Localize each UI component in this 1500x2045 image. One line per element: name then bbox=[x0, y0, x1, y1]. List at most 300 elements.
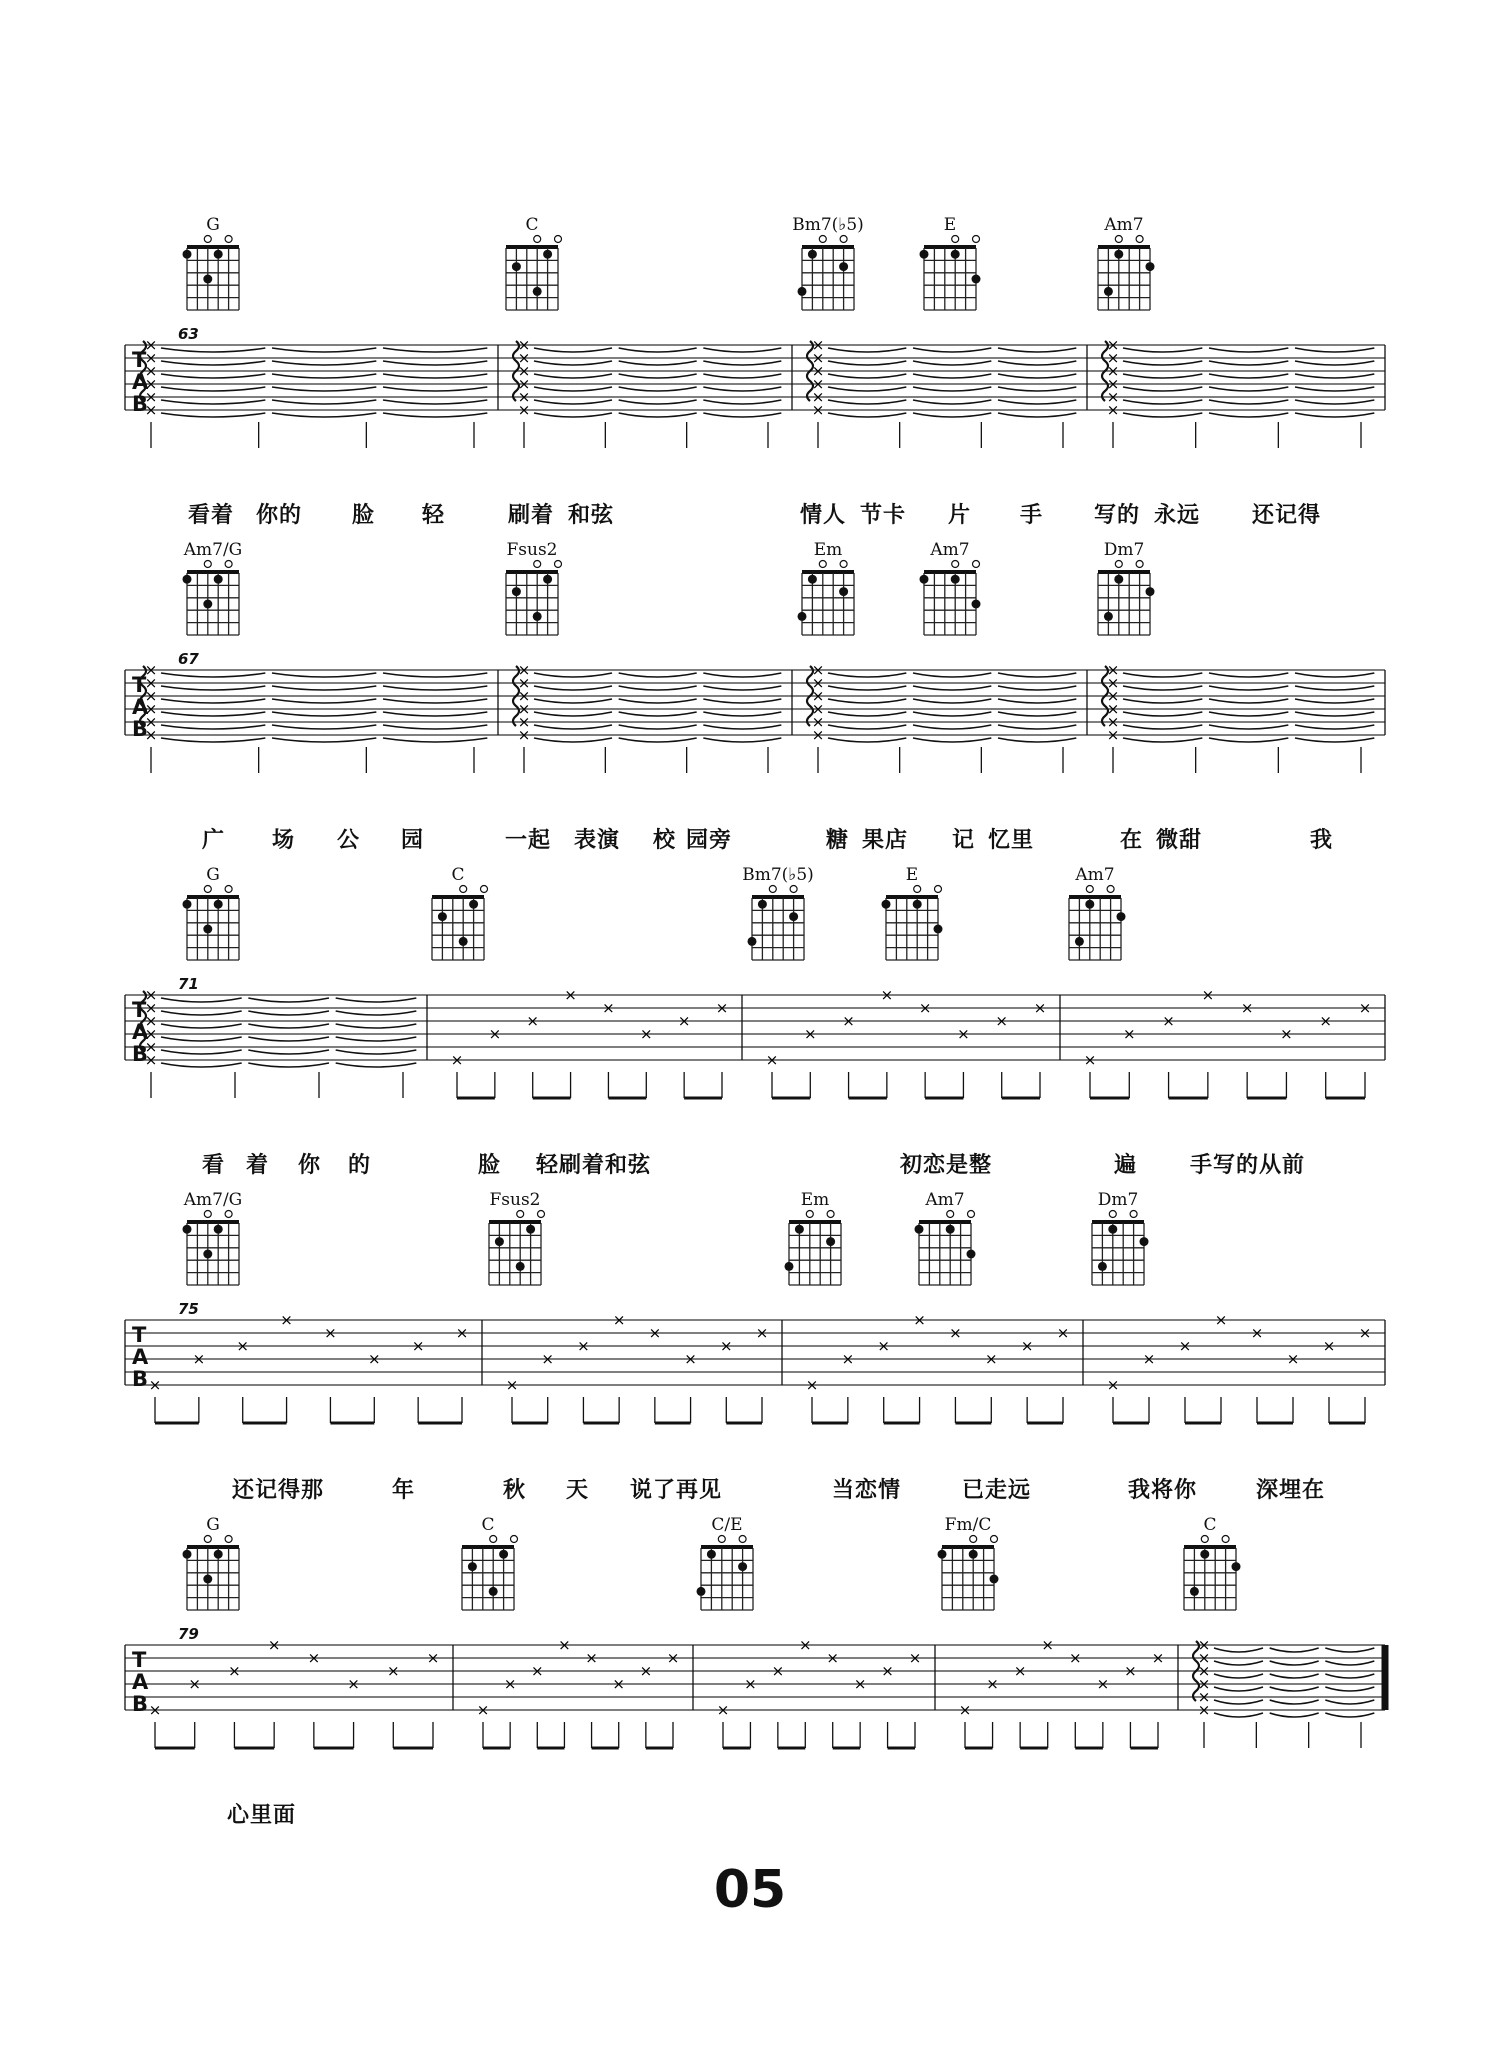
lyric-syllable: 记 bbox=[952, 828, 976, 853]
dead-note-x: × bbox=[1041, 1636, 1055, 1654]
finger-dot bbox=[1146, 587, 1155, 596]
dead-note-x: × bbox=[144, 687, 158, 705]
chord-name: Em bbox=[813, 540, 843, 560]
lyric-syllable: 一起 bbox=[505, 828, 552, 853]
open-string-mark bbox=[225, 886, 232, 893]
finger-dot bbox=[203, 1250, 212, 1259]
lyric-syllable: 看 bbox=[202, 1153, 226, 1178]
tie bbox=[703, 361, 781, 365]
finger-dot bbox=[938, 1550, 947, 1559]
tie bbox=[1209, 699, 1288, 703]
chord-name: Fm/C bbox=[944, 1515, 992, 1535]
tie bbox=[619, 699, 697, 703]
chord-diagram-grid bbox=[183, 1536, 240, 1611]
open-string-mark bbox=[1086, 886, 1093, 893]
tie bbox=[998, 673, 1076, 677]
finger-dot bbox=[969, 1550, 978, 1559]
finger-dot bbox=[1232, 1562, 1241, 1571]
dead-note-x: × bbox=[877, 1337, 891, 1355]
tie bbox=[703, 699, 781, 703]
dead-note-x: × bbox=[144, 375, 158, 393]
dead-note-x: × bbox=[386, 1662, 400, 1680]
finger-dot bbox=[533, 287, 542, 296]
dead-note-x: × bbox=[455, 1324, 469, 1342]
dead-note-x: × bbox=[1214, 1311, 1228, 1329]
tie bbox=[1123, 738, 1202, 742]
lyric-syllable: 年 bbox=[392, 1478, 416, 1503]
tie bbox=[1325, 1700, 1374, 1704]
chord-diagram-grid bbox=[506, 561, 562, 636]
tie bbox=[161, 712, 265, 716]
lyric-syllable: 遍 bbox=[1114, 1153, 1138, 1178]
tie bbox=[703, 686, 781, 690]
dead-note-x: × bbox=[517, 401, 531, 419]
tie bbox=[248, 1037, 329, 1041]
tie bbox=[1295, 348, 1374, 352]
finger-dot bbox=[526, 1225, 535, 1234]
chord-row bbox=[183, 1211, 1149, 1286]
dead-note-x: × bbox=[677, 1012, 691, 1030]
finger-dot bbox=[183, 1225, 192, 1234]
tab-clef-letter: A bbox=[132, 1020, 149, 1044]
open-string-mark bbox=[991, 1536, 998, 1543]
finger-dot bbox=[795, 1225, 804, 1234]
finger-dot bbox=[203, 275, 212, 284]
dead-note-x: × bbox=[1197, 1662, 1211, 1680]
lyric-syllable: 已走远 bbox=[962, 1478, 1032, 1503]
dead-note-x: × bbox=[1201, 986, 1215, 1004]
dead-note-x: × bbox=[144, 401, 158, 419]
open-string-mark bbox=[1136, 561, 1143, 568]
dead-note-x: × bbox=[541, 1350, 555, 1368]
lyric-syllable: 校 bbox=[653, 828, 677, 853]
dead-note-x: × bbox=[1280, 1025, 1293, 1043]
lyric-syllable: 秋 bbox=[503, 1478, 527, 1503]
dead-note-x: × bbox=[585, 1649, 598, 1667]
tie bbox=[1123, 699, 1202, 703]
finger-dot bbox=[934, 925, 943, 934]
finger-dot bbox=[438, 912, 447, 921]
tie bbox=[998, 387, 1076, 391]
tie bbox=[913, 699, 991, 703]
tie bbox=[1295, 738, 1374, 742]
open-string-mark bbox=[947, 1211, 954, 1218]
tie bbox=[619, 712, 697, 716]
measure-number: 67 bbox=[178, 650, 199, 668]
dead-note-x: × bbox=[639, 1025, 653, 1043]
open-string-mark bbox=[840, 561, 847, 568]
dead-note-x: × bbox=[1106, 687, 1120, 705]
dead-note-x: × bbox=[1106, 349, 1120, 367]
finger-dot bbox=[1146, 262, 1155, 271]
tie bbox=[1209, 686, 1288, 690]
chord-name: Dm7 bbox=[1103, 540, 1145, 560]
tie bbox=[619, 413, 697, 417]
lyric-syllable: 的 bbox=[348, 1153, 372, 1178]
page-number: 05 bbox=[713, 1860, 787, 1920]
open-string-mark bbox=[840, 236, 847, 243]
dead-note-x: × bbox=[144, 726, 158, 744]
tie bbox=[383, 374, 487, 378]
dead-note-x: × bbox=[1106, 388, 1120, 406]
finger-dot bbox=[203, 925, 212, 934]
tab-clef-letter: A bbox=[132, 1670, 149, 1694]
chord-name: G bbox=[206, 215, 220, 235]
dead-note-x: × bbox=[986, 1675, 999, 1693]
tie bbox=[383, 725, 487, 729]
dead-note-x: × bbox=[517, 713, 531, 731]
chord-diagram-grid bbox=[915, 1211, 976, 1286]
dead-note-x: × bbox=[881, 1662, 894, 1680]
tie bbox=[1123, 361, 1202, 365]
dead-note-x: × bbox=[811, 700, 825, 718]
chord-diagram-grid bbox=[1184, 1536, 1241, 1611]
tie bbox=[161, 1063, 242, 1067]
tie bbox=[272, 413, 376, 417]
lyric-syllable: 园旁 bbox=[686, 828, 733, 853]
tie bbox=[619, 725, 697, 729]
chord-name: Am7 bbox=[930, 540, 970, 560]
tie bbox=[1214, 1700, 1263, 1704]
tie bbox=[703, 400, 781, 404]
open-string-mark bbox=[204, 1211, 211, 1218]
finger-dot bbox=[808, 575, 817, 584]
tab-clef-letter: T bbox=[132, 1648, 147, 1672]
finger-dot bbox=[1104, 287, 1113, 296]
chord-diagram-grid bbox=[1098, 561, 1155, 636]
tie bbox=[1209, 712, 1288, 716]
tie bbox=[161, 413, 265, 417]
finger-dot bbox=[951, 250, 960, 259]
tie bbox=[1123, 348, 1202, 352]
tie bbox=[161, 1011, 242, 1015]
tab-clef-letter: A bbox=[132, 370, 149, 394]
tie bbox=[828, 673, 906, 677]
finger-dot bbox=[214, 1550, 223, 1559]
tie bbox=[272, 374, 376, 378]
chord-diagram-grid bbox=[1092, 1211, 1149, 1286]
tie bbox=[828, 374, 906, 378]
tab-staff bbox=[125, 661, 1385, 773]
tab-clef-letter: T bbox=[132, 1323, 147, 1347]
finger-dot bbox=[183, 1550, 192, 1559]
finger-dot bbox=[516, 1262, 525, 1271]
chord-diagram-grid bbox=[1098, 236, 1155, 311]
dead-note-x: × bbox=[503, 1675, 517, 1693]
dead-note-x: × bbox=[716, 1701, 730, 1719]
tie bbox=[383, 712, 487, 716]
tab-staff bbox=[125, 986, 1385, 1098]
dead-note-x: × bbox=[1178, 1337, 1192, 1355]
tie bbox=[248, 1011, 329, 1015]
open-string-mark bbox=[225, 561, 232, 568]
finger-dot bbox=[920, 250, 929, 259]
tie bbox=[383, 361, 487, 365]
tie bbox=[913, 738, 991, 742]
finger-dot bbox=[1114, 250, 1123, 259]
open-string-mark bbox=[1136, 236, 1143, 243]
dead-note-x: × bbox=[267, 1636, 281, 1654]
tie bbox=[1123, 400, 1202, 404]
measure-number: 63 bbox=[178, 325, 199, 343]
dead-note-x: × bbox=[719, 1337, 733, 1355]
tie bbox=[1209, 738, 1288, 742]
finger-dot bbox=[920, 575, 929, 584]
tie bbox=[161, 374, 265, 378]
finger-dot bbox=[183, 250, 192, 259]
open-string-mark bbox=[225, 1211, 232, 1218]
tie bbox=[998, 686, 1076, 690]
lyric-syllable: 场 bbox=[272, 828, 296, 853]
tie bbox=[1295, 400, 1374, 404]
tie bbox=[619, 361, 697, 365]
tie bbox=[1325, 1713, 1374, 1717]
tie bbox=[619, 686, 697, 690]
tie bbox=[1270, 1648, 1319, 1652]
dead-note-x: × bbox=[280, 1311, 293, 1329]
dead-note-x: × bbox=[684, 1350, 697, 1368]
tie bbox=[1209, 374, 1288, 378]
tie bbox=[248, 1050, 329, 1054]
tie bbox=[272, 712, 376, 716]
lyric-syllable: 脸 bbox=[478, 1153, 502, 1178]
open-string-mark bbox=[534, 236, 541, 243]
dead-note-x: × bbox=[488, 1025, 502, 1043]
tie bbox=[913, 725, 991, 729]
open-string-mark bbox=[1201, 1536, 1208, 1543]
chord-diagram-grid bbox=[748, 886, 805, 961]
tie bbox=[998, 348, 1076, 352]
lyric-syllable: 你 bbox=[298, 1153, 322, 1178]
chord-name: Am7 bbox=[1104, 215, 1144, 235]
dead-note-x: × bbox=[811, 375, 825, 393]
finger-dot bbox=[1108, 1225, 1117, 1234]
tie bbox=[998, 361, 1076, 365]
tie bbox=[534, 361, 612, 365]
open-string-mark bbox=[204, 886, 211, 893]
dead-note-x: × bbox=[715, 999, 729, 1017]
lyric-syllable: 看着 bbox=[188, 503, 235, 528]
dead-note-x: × bbox=[826, 1649, 840, 1667]
lyric-syllable: 糖 bbox=[826, 828, 850, 853]
dead-note-x: × bbox=[853, 1675, 867, 1693]
dead-note-x: × bbox=[1322, 1337, 1336, 1355]
open-string-mark bbox=[968, 1211, 975, 1218]
finger-dot bbox=[512, 262, 521, 271]
tie bbox=[828, 400, 906, 404]
dead-note-x: × bbox=[811, 388, 825, 406]
dead-note-x: × bbox=[612, 1311, 626, 1329]
dead-note-x: × bbox=[639, 1662, 653, 1680]
dead-note-x: × bbox=[144, 349, 158, 367]
dead-note-x: × bbox=[908, 1649, 922, 1667]
tie bbox=[1295, 673, 1374, 677]
open-string-mark bbox=[973, 561, 980, 568]
tie bbox=[161, 400, 265, 404]
finger-dot bbox=[913, 900, 922, 909]
open-string-mark bbox=[914, 886, 921, 893]
dead-note-x: × bbox=[517, 336, 531, 354]
open-string-mark bbox=[819, 561, 826, 568]
tie bbox=[1214, 1661, 1263, 1665]
open-string-mark bbox=[1115, 236, 1122, 243]
finger-dot bbox=[785, 1262, 794, 1271]
tie bbox=[1123, 686, 1202, 690]
tie bbox=[534, 673, 612, 677]
chord-row bbox=[183, 886, 1126, 961]
dead-note-x: × bbox=[517, 674, 531, 692]
tab-staff bbox=[125, 1311, 1385, 1423]
dead-note-x: × bbox=[144, 1025, 158, 1043]
open-string-mark bbox=[481, 886, 488, 893]
tie bbox=[828, 712, 906, 716]
dead-note-x: × bbox=[1358, 1324, 1372, 1342]
tie bbox=[703, 348, 781, 352]
chord-name: Fsus2 bbox=[506, 540, 558, 560]
tie bbox=[1123, 673, 1202, 677]
finger-dot bbox=[1140, 1237, 1149, 1246]
dead-note-x: × bbox=[811, 726, 825, 744]
dead-note-x: × bbox=[144, 1051, 158, 1069]
measure-number: 71 bbox=[178, 975, 199, 993]
finger-dot bbox=[748, 937, 757, 946]
chord-name: C bbox=[481, 1515, 495, 1535]
dead-note-x: × bbox=[144, 336, 158, 354]
lyric-syllable: 轻 bbox=[422, 503, 446, 528]
dead-note-x: × bbox=[1122, 1025, 1136, 1043]
open-string-mark bbox=[819, 236, 826, 243]
dead-note-x: × bbox=[1197, 1675, 1211, 1693]
tie bbox=[1270, 1713, 1319, 1717]
tie bbox=[828, 387, 906, 391]
lyric-syllable: 表演 bbox=[574, 828, 621, 853]
tie bbox=[336, 1037, 417, 1041]
finger-dot bbox=[1098, 1262, 1107, 1271]
finger-dot bbox=[214, 575, 223, 584]
tie bbox=[1270, 1700, 1319, 1704]
chord-diagram-grid bbox=[489, 1211, 545, 1286]
dead-note-x: × bbox=[144, 661, 158, 679]
dead-note-x: × bbox=[841, 1350, 855, 1368]
chord-diagram-grid bbox=[183, 561, 240, 636]
tie bbox=[534, 686, 612, 690]
open-string-mark bbox=[973, 236, 980, 243]
open-string-mark bbox=[935, 886, 942, 893]
dead-note-x: × bbox=[842, 1012, 855, 1030]
dead-note-x: × bbox=[880, 986, 894, 1004]
finger-dot bbox=[1114, 575, 1123, 584]
chord-diagram-grid bbox=[920, 236, 981, 311]
tie bbox=[913, 361, 991, 365]
finger-dot bbox=[951, 575, 960, 584]
finger-dot bbox=[543, 250, 552, 259]
dead-note-x: × bbox=[517, 375, 531, 393]
tie bbox=[703, 673, 781, 677]
tie bbox=[619, 738, 697, 742]
tie bbox=[272, 699, 376, 703]
tie bbox=[1295, 699, 1374, 703]
dead-note-x: × bbox=[517, 687, 531, 705]
tie bbox=[1123, 712, 1202, 716]
open-string-mark bbox=[538, 1211, 545, 1218]
measure-number: 79 bbox=[178, 1625, 199, 1643]
tie bbox=[1295, 712, 1374, 716]
tab-clef-letter: B bbox=[132, 392, 149, 416]
lyric-syllable: 你的 bbox=[256, 503, 303, 528]
tie bbox=[703, 725, 781, 729]
chord-diagram-grid bbox=[920, 561, 981, 636]
tie bbox=[1295, 387, 1374, 391]
open-string-mark bbox=[952, 236, 959, 243]
dead-note-x: × bbox=[1106, 375, 1120, 393]
lyric-syllable: 我将你 bbox=[1128, 1478, 1198, 1503]
open-string-mark bbox=[534, 561, 541, 568]
chord-diagram-grid bbox=[506, 236, 562, 311]
tie bbox=[336, 1050, 417, 1054]
tie bbox=[534, 374, 612, 378]
tie bbox=[913, 413, 991, 417]
finger-dot bbox=[839, 587, 848, 596]
finger-dot bbox=[972, 275, 981, 284]
dead-note-x: × bbox=[228, 1662, 241, 1680]
tie bbox=[161, 387, 265, 391]
dead-note-x: × bbox=[1286, 1350, 1300, 1368]
tab-clef-letter: B bbox=[132, 1042, 149, 1066]
tie bbox=[1270, 1661, 1319, 1665]
finger-dot bbox=[1190, 1587, 1199, 1596]
tie bbox=[913, 348, 991, 352]
lyric-syllable: 还记得 bbox=[1252, 503, 1322, 528]
chord-name: Am7/G bbox=[183, 540, 243, 560]
finger-dot bbox=[1075, 937, 1084, 946]
chord-name: Em bbox=[800, 1190, 830, 1210]
dead-note-x: × bbox=[558, 1636, 571, 1654]
finger-dot bbox=[533, 612, 542, 621]
tie bbox=[913, 673, 991, 677]
dead-note-x: × bbox=[1083, 1051, 1097, 1069]
dead-note-x: × bbox=[347, 1675, 360, 1693]
dead-note-x: × bbox=[949, 1324, 962, 1342]
dead-note-x: × bbox=[811, 336, 825, 354]
tab-staff bbox=[125, 1636, 1385, 1748]
finger-dot bbox=[543, 575, 552, 584]
tie bbox=[998, 725, 1076, 729]
dead-note-x: × bbox=[144, 713, 158, 731]
lyric-syllable: 片 bbox=[948, 503, 972, 528]
lyric-syllable: 情人 bbox=[800, 503, 847, 528]
tie bbox=[828, 725, 906, 729]
open-string-mark bbox=[1130, 1211, 1137, 1218]
dead-note-x: × bbox=[324, 1324, 337, 1342]
tie bbox=[1123, 374, 1202, 378]
tie bbox=[913, 400, 991, 404]
tie bbox=[534, 400, 612, 404]
tie bbox=[383, 673, 487, 677]
chord-diagram-grid bbox=[798, 236, 855, 311]
tie bbox=[272, 361, 376, 365]
dead-note-x: × bbox=[517, 362, 531, 380]
chord-name: Bm7(♭5) bbox=[742, 865, 814, 885]
finger-dot bbox=[469, 900, 478, 909]
dead-note-x: × bbox=[995, 1012, 1009, 1030]
lyric-syllable: 写的 bbox=[1094, 503, 1141, 528]
tie bbox=[161, 686, 265, 690]
finger-dot bbox=[758, 900, 767, 909]
open-string-mark bbox=[225, 1536, 232, 1543]
open-string-mark bbox=[1222, 1536, 1229, 1543]
finger-dot bbox=[798, 612, 807, 621]
tie bbox=[161, 1037, 242, 1041]
